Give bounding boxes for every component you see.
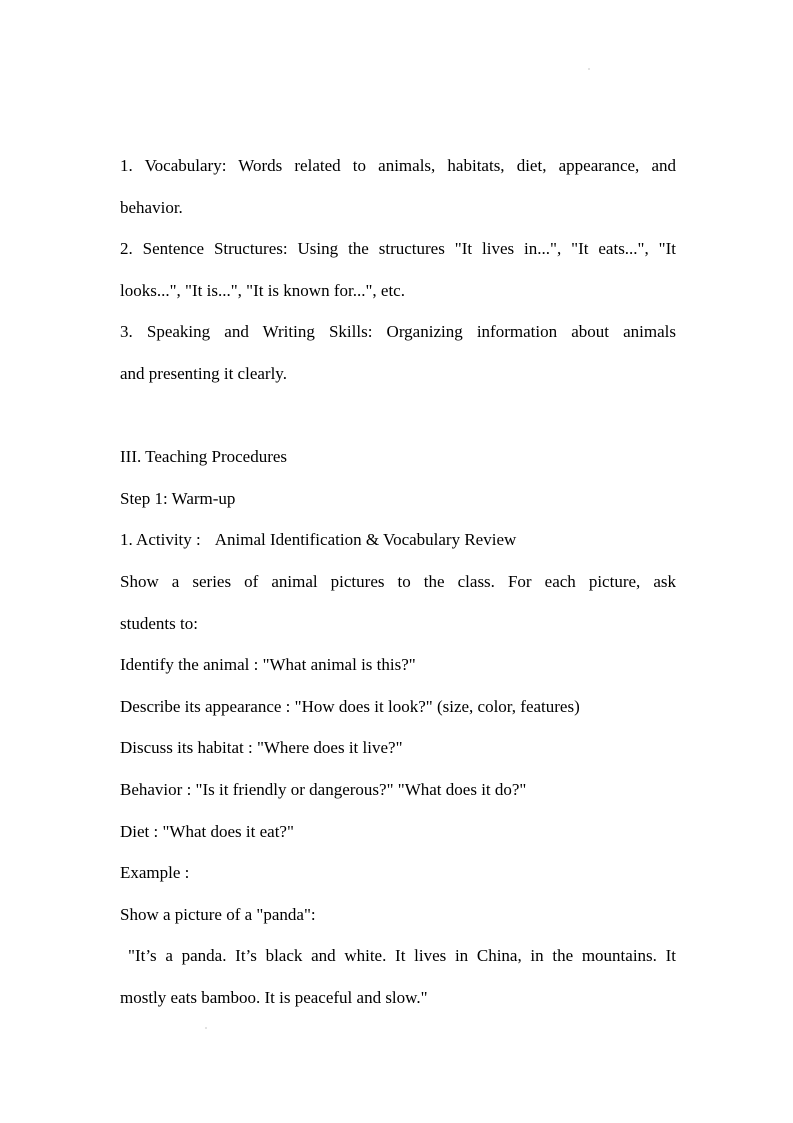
activity-label: 1. Activity :	[120, 530, 201, 550]
objective-item	[120, 311, 676, 394]
objective-text: looks...", "It is...", "It is known for...", etc.	[120, 280, 405, 300]
prompt-item: Identify the animal : "What animal is this?"	[120, 655, 416, 675]
activity-title: Animal Identification & Vocabulary Review	[214, 530, 517, 550]
objective-item	[120, 145, 676, 228]
prompt-item: Diet : "What does it eat?"	[120, 821, 294, 841]
document-body	[120, 145, 676, 1018]
blank-line	[120, 395, 676, 437]
objective-text: 2. Sentence Structures: Using the structures "It lives in...", "It eats...", "It	[120, 239, 676, 259]
objective-text: 3. Speaking and Writing Skills: Organizing information about animals	[120, 322, 676, 342]
example-text: mostly eats bamboo. It is peaceful and slow."	[120, 987, 428, 1007]
instructions-text: Show a series of animal pictures to the class. For each picture, ask	[120, 571, 676, 591]
prompt-item: Describe its appearance : "How does it look?" (size, color, features)	[120, 696, 580, 716]
activity-line	[120, 519, 676, 561]
prompt-item: Behavior : "Is it friendly or dangerous?" "What does it do?"	[120, 779, 527, 799]
instructions-text: students to:	[120, 613, 198, 633]
scan-speck	[205, 1027, 207, 1029]
objective-text: 1. Vocabulary: Words related to animals, habitats, diet, appearance, and	[120, 156, 676, 175]
example-quote	[120, 935, 676, 1018]
scan-speck	[588, 68, 590, 70]
objective-item	[120, 228, 676, 311]
objective-text: behavior.	[120, 197, 183, 217]
section-heading: III. Teaching Procedures	[120, 447, 288, 467]
objective-text: and presenting it clearly.	[120, 363, 287, 383]
prompt-item: Discuss its habitat : "Where does it live?"	[120, 738, 403, 758]
example-text: "It’s a panda. It’s black and white. It lives in China, in the mountains. It	[128, 946, 676, 966]
example-label: Example :	[120, 863, 190, 883]
instructions	[120, 561, 676, 644]
example-intro: Show a picture of a "panda":	[120, 904, 316, 924]
prompt-list	[120, 644, 676, 852]
step-heading: Step 1: Warm-up	[120, 488, 236, 508]
